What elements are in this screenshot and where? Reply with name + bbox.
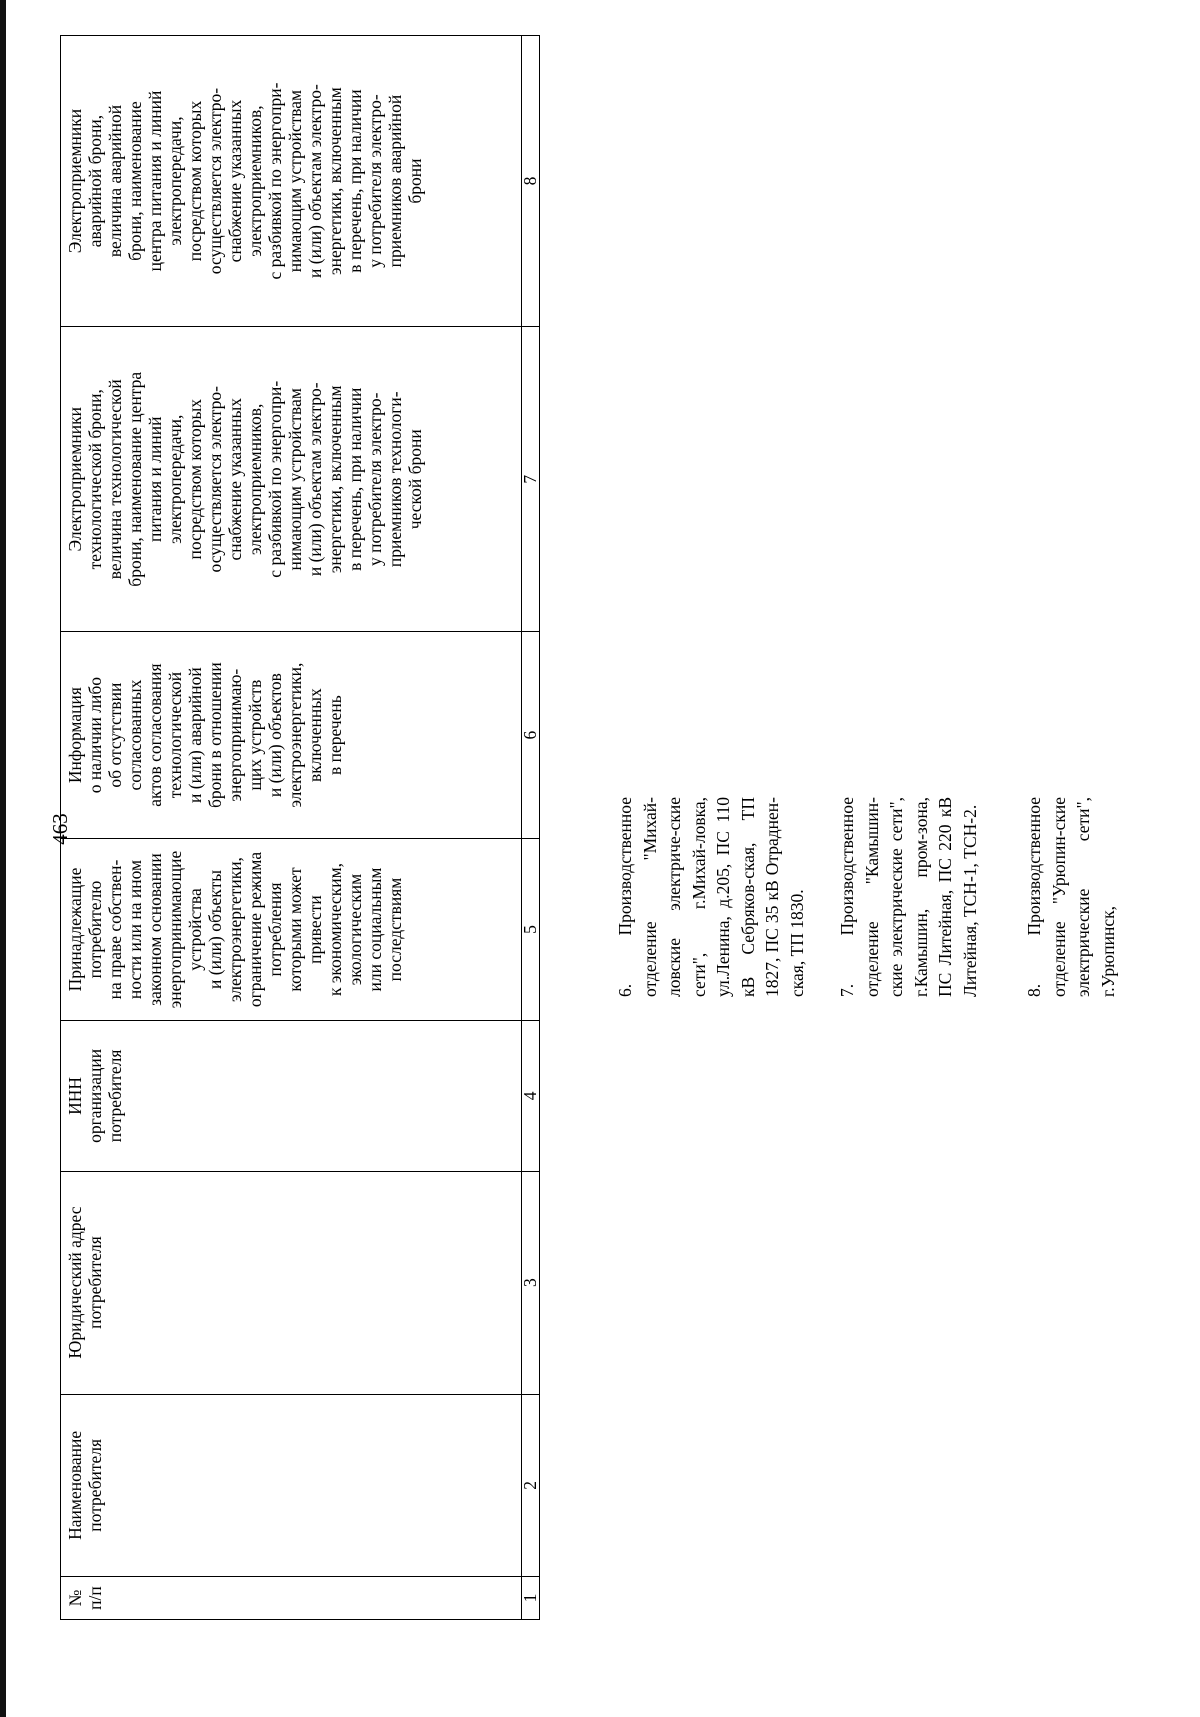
page-number: 463 bbox=[48, 813, 72, 845]
column-number-cell: 8 bbox=[522, 36, 540, 327]
header-cell-emergency-reserve: Электроприемники аварийной брони, величина аварийной брони, наименование центра питания и линий электропередачи, посредством которых осуществляется электро- снабжение указанных электроприемников, с разбивкой по энергопри- нимающим устройствам и (или) объектам электро- энергетики, включенным в перечень, при наличии у потребителя электро- приемников аварийной брони bbox=[61, 36, 522, 327]
column-number-cell: 1 bbox=[522, 1577, 540, 1620]
header-cell-acts-info: Информация о наличии либо об отсутствии согласованных актов согласования технологической и (или) аварийной брони в отношении энергопринимаю- щих устройств и (или) объектов электроэнергетики, включенных в перечень bbox=[61, 632, 522, 838]
header-cell-number: № п/п bbox=[61, 1577, 522, 1620]
column-number-cell: 2 bbox=[522, 1394, 540, 1576]
column-number-cell: 7 bbox=[522, 327, 540, 632]
column-number-cell: 5 bbox=[522, 838, 540, 1020]
column-number-row bbox=[522, 36, 540, 1620]
header-cell-power-devices: Принадлежащие потребителю на праве собствен- ности или на ином законном основании энергопринимающие устройства и (или) объекты электроэнергетики, ограничение режима потребления которыми может привести к экономическим, экологическим или социальным последствиям bbox=[61, 838, 522, 1020]
column-number-cell: 4 bbox=[522, 1021, 540, 1171]
header-cell-legal-address: Юридический адрес потребителя bbox=[61, 1171, 522, 1394]
consumer-table bbox=[60, 35, 540, 1620]
table-header-row bbox=[61, 36, 522, 1620]
entry-6-mikhailovka: 6. Производственное отделение "Михай-ловские электриче-ские сети", г.Михай-ловка, ул.Ленина, д.205, ПС 110 кВ Себряков-ская, ТП 1827, ПС 35 кВ Отраднен-ская, ТП 1830. bbox=[615, 797, 807, 997]
column-number-cell: 3 bbox=[522, 1171, 540, 1394]
entry-7-kamyshin: 7. Производственное отделение "Камышин-ские электрические сети", г.Камышин, пром-зона, ПС Литейная, ПС 220 кВ Литейная, ТСН-1, ТСН-2. bbox=[837, 797, 980, 997]
column-number-cell: 6 bbox=[522, 632, 540, 838]
entry-8-uryupinsk: 8. Производственное отделение "Урюпин-ские электрические сети", г.Урюпинск, bbox=[1024, 797, 1118, 997]
header-cell-inn: ИНН организации потребителя bbox=[61, 1021, 522, 1171]
header-cell-consumer-name: Наименование потребителя bbox=[61, 1394, 522, 1576]
header-cell-technological-reserve: Электроприемники технологической брони, величина технологической брони, наименование центра питания и линий электропередачи, посредством которых осуществляется электро- снабжение указанных электроприемников, с разбивкой по энергопри- нимающим устройствам и (или) объектам электро- энергетики, включенным в перечень, при наличии у потребителя электро- приемников технологи- ческой брони bbox=[61, 327, 522, 632]
